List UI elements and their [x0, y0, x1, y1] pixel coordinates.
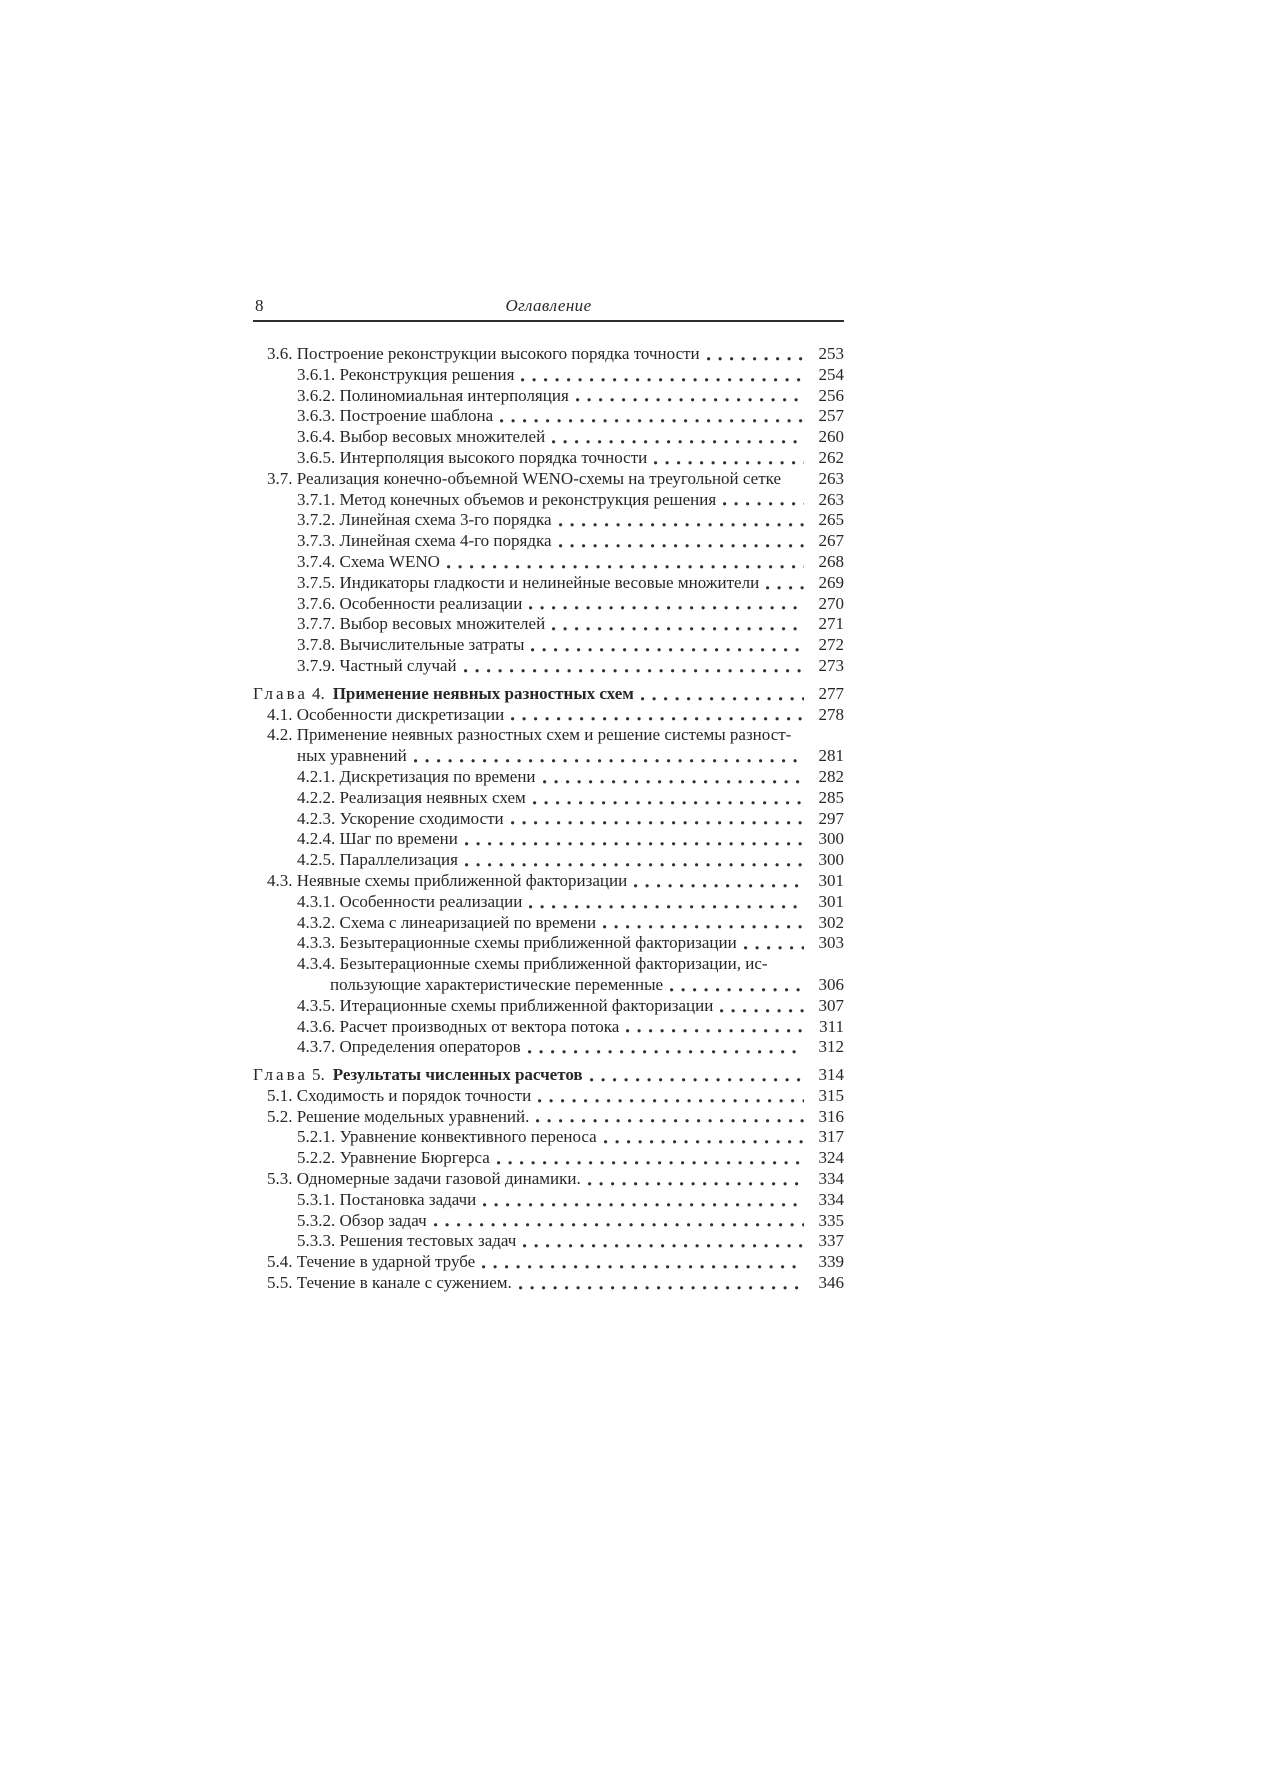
- toc-entry-title: 3.7.9. Частный случай: [297, 655, 457, 675]
- toc-entry-title: 5.2. Решение модельных уравнений.: [267, 1106, 530, 1126]
- toc-entry-title: 5.3.3. Решения тестовых задач: [297, 1231, 517, 1251]
- toc-entry-title: 5.3.1. Постановка задачи: [297, 1189, 477, 1209]
- toc-entry: [253, 1017, 844, 1038]
- toc-entry-page: 306: [818, 974, 844, 994]
- toc-entry-title: 4.3.5. Итерационные схемы приближенной факторизации: [297, 995, 714, 1015]
- toc-chapter: [253, 684, 844, 705]
- toc-entry: [253, 427, 844, 448]
- toc-entry-title: 3.7.8. Вычислительные затраты: [297, 635, 525, 655]
- toc-entry-page: 277: [818, 683, 844, 703]
- toc-entry: [253, 1086, 844, 1107]
- dot-leader: [528, 1050, 804, 1054]
- dot-leader: [538, 1099, 804, 1103]
- toc-entry: [253, 635, 844, 656]
- toc-entry-title: 5.3.2. Обзор задач: [297, 1210, 427, 1230]
- toc-entry: [253, 996, 844, 1017]
- toc-entry-title: 3.6.3. Построение шаблона: [297, 406, 494, 426]
- dot-leader: [634, 884, 804, 888]
- toc-entry-wrapped: [253, 725, 844, 767]
- toc-chapter: [253, 1065, 844, 1086]
- toc-entry-title: 4.1. Особенности дискретизации: [267, 704, 505, 724]
- dot-leader: [482, 1265, 804, 1269]
- toc-entry-line2: [253, 975, 844, 996]
- toc-entry: [253, 1273, 844, 1294]
- toc-entry-title: 3.6. Построение реконструкции высокого порядка точности: [267, 344, 700, 363]
- dot-leader: [511, 717, 804, 721]
- dot-leader: [483, 1203, 804, 1207]
- toc-entry-page: 301: [818, 870, 844, 890]
- dot-leader: [626, 1029, 804, 1033]
- page-number: 8: [255, 296, 264, 315]
- toc-entry-title: 5.2.2. Уравнение Бюргерса: [297, 1148, 490, 1168]
- dot-leader: [552, 440, 804, 444]
- toc-entry: [253, 344, 844, 365]
- chapter-title: Применение неявных разностных схем: [332, 683, 634, 703]
- toc-entry: [253, 656, 844, 677]
- toc-entry-page: 303: [818, 933, 844, 953]
- toc-entry-title: 3.7.5. Индикаторы гладкости и нелинейные весовые множители: [297, 572, 760, 592]
- toc-entry-page: 300: [818, 829, 844, 849]
- dot-leader: [590, 1078, 804, 1082]
- dot-leader: [511, 821, 804, 825]
- toc-entry-wrapped: [253, 954, 844, 996]
- toc-entry: [253, 1211, 844, 1232]
- toc-entry: [253, 552, 844, 573]
- dot-leader: [707, 357, 804, 361]
- toc-entry: [253, 1107, 844, 1128]
- toc-entry: [253, 767, 844, 788]
- toc-entry-title: 3.6.4. Выбор весовых множителей: [297, 427, 546, 447]
- dot-leader: [543, 780, 804, 784]
- toc-entry: [253, 809, 844, 830]
- toc-entry-page: 263: [818, 468, 844, 488]
- toc-entry: [253, 469, 844, 490]
- toc-entry-page: 334: [818, 1189, 844, 1209]
- toc-entry: [253, 1148, 844, 1169]
- dot-leader: [533, 801, 804, 805]
- toc-entry-title: 5.1. Сходимость и порядок точности: [267, 1085, 532, 1105]
- toc-entry-page: 315: [818, 1085, 844, 1105]
- toc-entry-title: 4.2.4. Шаг по времени: [297, 829, 458, 849]
- page-content: [253, 295, 844, 1294]
- header-title: Оглавление: [505, 296, 592, 315]
- toc-entry-page: 262: [818, 447, 844, 467]
- toc-entry-page: 307: [818, 995, 844, 1015]
- toc-entry: [253, 386, 844, 407]
- toc-entry-page: 346: [818, 1273, 844, 1293]
- dot-leader: [531, 648, 804, 652]
- toc-entry-title: 3.6.2. Полиномиальная интерполяция: [297, 385, 569, 405]
- toc-entry-title: 4.3.2. Схема с линеаризацией по времени: [297, 912, 597, 932]
- dot-leader: [559, 544, 804, 548]
- dot-leader: [529, 606, 804, 610]
- toc-entry: [253, 531, 844, 552]
- toc-entry-title: 4.3. Неявные схемы приближенной факторизации: [267, 870, 628, 890]
- toc-entry-page: 301: [818, 891, 844, 911]
- toc-entry-title: ных уравнений: [297, 746, 407, 766]
- toc-entry: [253, 933, 844, 954]
- dot-leader: [744, 946, 804, 950]
- toc-entry-page: 278: [818, 704, 844, 724]
- toc-entry-title: 4.3.6. Расчет производных от вектора потока: [297, 1016, 620, 1036]
- chapter-word: Глава: [253, 683, 308, 703]
- toc-entry-page: 334: [818, 1169, 844, 1189]
- toc-entry-line1: 4.2. Применение неявных разностных схем и решение системы разност-: [267, 725, 792, 745]
- dot-leader: [552, 627, 804, 631]
- toc-list: [253, 344, 844, 1294]
- toc-entry-page: 300: [818, 850, 844, 870]
- toc-entry-title: 5.5. Течение в канале с сужением.: [267, 1273, 512, 1293]
- dot-leader: [414, 759, 804, 763]
- toc-entry-title: 3.7.2. Линейная схема 3-го порядка: [297, 510, 552, 530]
- toc-entry-page: 302: [818, 912, 844, 932]
- dot-leader: [788, 482, 804, 486]
- toc-entry: [253, 850, 844, 871]
- toc-entry: [253, 892, 844, 913]
- toc-entry-page: 281: [818, 746, 844, 766]
- toc-entry: [253, 1127, 844, 1148]
- dot-leader: [521, 378, 804, 382]
- toc-entry-page: 253: [818, 344, 844, 363]
- toc-entry-page: 311: [819, 1016, 844, 1036]
- toc-entry-title: 3.7.6. Особенности реализации: [297, 593, 523, 613]
- toc-chapter-text: [253, 1065, 583, 1086]
- dot-leader: [465, 863, 804, 867]
- chapter-number: 4.: [311, 683, 325, 703]
- toc-entry: [253, 614, 844, 635]
- toc-entry-page: 335: [818, 1210, 844, 1230]
- dot-leader: [434, 1223, 804, 1227]
- toc-entry: [253, 1037, 844, 1058]
- toc-entry-title: 4.3.1. Особенности реализации: [297, 891, 523, 911]
- dot-leader: [523, 1244, 804, 1248]
- dot-leader: [604, 1140, 804, 1144]
- dot-leader: [465, 842, 804, 846]
- toc-entry: [253, 448, 844, 469]
- toc-entry-line2: [253, 746, 844, 767]
- chapter-number: 5.: [311, 1065, 325, 1085]
- toc-entry: [253, 1169, 844, 1190]
- running-head: [253, 295, 844, 317]
- toc-entry-page: 269: [818, 572, 844, 592]
- toc-entry-title: 4.2.5. Параллелизация: [297, 850, 458, 870]
- toc-entry-title: 3.7.7. Выбор весовых множителей: [297, 614, 546, 634]
- toc-entry-title: 3.7. Реализация конечно-объемной WENO-схемы на треугольной сетке: [267, 468, 782, 488]
- dot-leader: [447, 565, 804, 569]
- header-rule: [253, 320, 844, 322]
- dot-leader: [720, 1009, 804, 1013]
- toc-entry-page: 271: [818, 614, 844, 634]
- toc-entry-title: 3.7.1. Метод конечных объемов и реконструкция решения: [297, 489, 717, 509]
- toc-entry-title: 3.7.4. Схема WENO: [297, 551, 440, 571]
- toc-entry: [253, 1190, 844, 1211]
- toc-entry-title: 4.2.2. Реализация неявных схем: [297, 787, 526, 807]
- toc-entry-page: 324: [818, 1148, 844, 1168]
- toc-entry-page: 316: [818, 1106, 844, 1126]
- toc-entry-page: 282: [818, 766, 844, 786]
- toc-entry-page: 265: [818, 510, 844, 530]
- dot-leader: [654, 461, 804, 465]
- dot-leader: [766, 586, 804, 590]
- toc-entry-page: 268: [818, 551, 844, 571]
- dot-leader: [519, 1286, 804, 1290]
- toc-chapter-text: [253, 684, 634, 705]
- toc-entry: [253, 594, 844, 615]
- chapter-word: Глава: [253, 1065, 308, 1085]
- dot-leader: [641, 697, 804, 701]
- chapter-title: Результаты численных расчетов: [332, 1065, 583, 1085]
- toc-entry-title: 5.3. Одномерные задачи газовой динамики.: [267, 1169, 581, 1189]
- toc-entry-page: 263: [818, 489, 844, 509]
- toc-entry-page: 256: [818, 385, 844, 405]
- dot-leader: [723, 502, 804, 506]
- toc-entry-title: 4.2.3. Ускорение сходимости: [297, 808, 504, 828]
- toc-entry: [253, 788, 844, 809]
- toc-entry-page: 337: [818, 1231, 844, 1251]
- toc-entry-title: 4.2.1. Дискретизация по времени: [297, 766, 536, 786]
- dot-leader: [497, 1161, 804, 1165]
- toc-entry-page: 317: [818, 1127, 844, 1147]
- toc-entry: [253, 705, 844, 726]
- dot-leader: [588, 1182, 804, 1186]
- toc-entry: [253, 573, 844, 594]
- toc-entry-page: 272: [818, 635, 844, 655]
- dot-leader: [464, 669, 804, 673]
- toc-entry-page: 339: [818, 1252, 844, 1272]
- toc-entry: [253, 1231, 844, 1252]
- toc-entry-title: 3.7.3. Линейная схема 4-го порядка: [297, 531, 552, 551]
- toc-entry-page: 312: [818, 1037, 844, 1057]
- toc-entry-page: 285: [818, 787, 844, 807]
- toc-entry: [253, 510, 844, 531]
- toc-entry-title: 4.3.7. Определения операторов: [297, 1037, 521, 1057]
- toc-entry-title: пользующие характеристические переменные: [330, 974, 664, 994]
- dot-leader: [576, 398, 804, 402]
- dot-leader: [559, 523, 804, 527]
- toc-entry-title: 5.2.1. Уравнение конвективного переноса: [297, 1127, 597, 1147]
- toc-entry-page: 297: [818, 808, 844, 828]
- toc-entry-page: 254: [818, 364, 844, 384]
- toc-entry-page: 267: [818, 531, 844, 551]
- toc-entry-page: 257: [818, 406, 844, 426]
- toc-entry: [253, 913, 844, 934]
- dot-leader: [670, 988, 804, 992]
- toc-entry-page: 260: [818, 427, 844, 447]
- toc-entry-page: 314: [818, 1065, 844, 1085]
- toc-entry: [253, 871, 844, 892]
- toc-entry-title: 5.4. Течение в ударной трубе: [267, 1252, 476, 1272]
- dot-leader: [529, 905, 804, 909]
- toc-entry: [253, 490, 844, 511]
- toc-entry-title: 3.6.5. Интерполяция высокого порядка точности: [297, 447, 648, 467]
- toc-entry: [253, 829, 844, 850]
- toc-entry: [253, 1252, 844, 1273]
- toc-entry-page: 270: [818, 593, 844, 613]
- toc-entry-line1: 4.3.4. Безытерационные схемы приближенной факторизации, ис-: [297, 954, 768, 974]
- toc-entry-page: 273: [818, 655, 844, 675]
- toc-entry-title: 4.3.3. Безытерационные схемы приближенной факторизации: [297, 933, 737, 953]
- dot-leader: [603, 925, 804, 929]
- toc-entry: [253, 406, 844, 427]
- toc-entry-title: 3.6.1. Реконструкция решения: [297, 364, 515, 384]
- dot-leader: [536, 1119, 804, 1123]
- toc-entry: [253, 365, 844, 386]
- dot-leader: [500, 419, 804, 423]
